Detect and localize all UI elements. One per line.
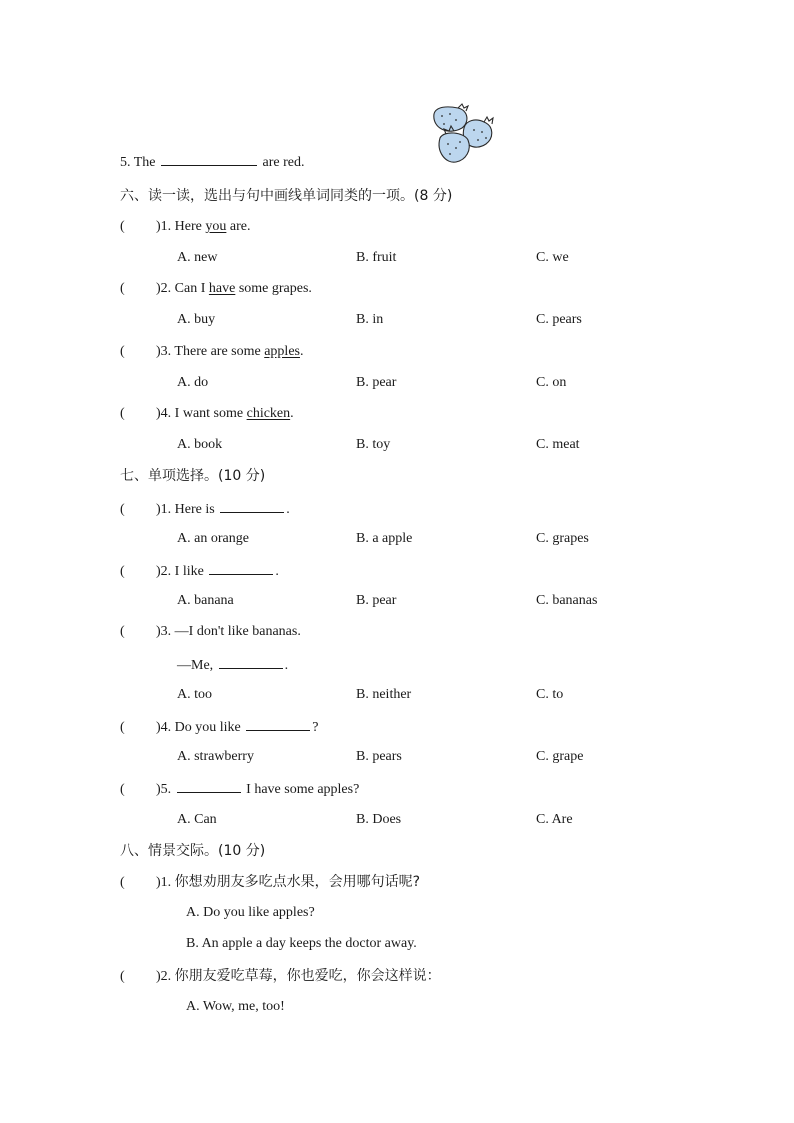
strawberry-illustration xyxy=(428,102,500,166)
s7-question-4 xyxy=(120,717,319,737)
answer-paren[interactable]: ( xyxy=(120,406,125,421)
answer-blank[interactable] xyxy=(161,152,257,166)
question-text: —I don't like bananas. xyxy=(174,624,301,639)
question-number: )1. xyxy=(156,502,172,517)
question-number: )3. xyxy=(156,344,172,359)
option-a[interactable]: A. book xyxy=(177,437,223,452)
underlined-word: apples xyxy=(264,344,300,359)
question-text: Can I xyxy=(174,281,206,296)
question-number: )2. xyxy=(156,281,172,296)
question-text: Do you like xyxy=(174,720,241,735)
section-7-title: 七、单项选择。(10 分) xyxy=(120,468,266,484)
question-text: are red. xyxy=(262,155,305,170)
question-text: . xyxy=(275,564,279,579)
option-b[interactable]: B. toy xyxy=(356,437,391,452)
option-a[interactable]: A. Can xyxy=(177,812,217,827)
question-text: —Me, xyxy=(177,658,214,673)
question-text: . xyxy=(299,344,304,359)
option-b[interactable]: B. Does xyxy=(356,812,402,827)
option-c[interactable]: C. on xyxy=(536,375,567,390)
question-text: 你朋友爱吃草莓，你也爱吃，你会这样说： xyxy=(174,968,441,984)
question-text: . xyxy=(290,406,294,421)
question-number: )1. xyxy=(156,219,172,234)
answer-paren[interactable]: ( xyxy=(120,344,125,359)
question-text: I have some apples? xyxy=(246,782,360,797)
s6-question-4 xyxy=(120,405,294,423)
question-text: ? xyxy=(312,720,319,735)
question-number: )2. xyxy=(156,969,172,984)
answer-paren[interactable]: ( xyxy=(120,502,125,517)
s8-question-1 xyxy=(120,873,420,892)
underlined-word: have xyxy=(208,281,236,296)
answer-paren[interactable]: ( xyxy=(120,969,125,984)
s6-question-3 xyxy=(120,343,303,361)
option-a[interactable]: A. do xyxy=(177,375,209,390)
section-8-title: 八、情景交际。(10 分) xyxy=(120,843,266,859)
option-b[interactable]: B. pear xyxy=(356,593,397,608)
option-b[interactable]: B. An apple a day keeps the doctor away. xyxy=(186,936,417,951)
s6-question-2 xyxy=(120,280,312,298)
option-b[interactable]: B. a apple xyxy=(356,531,413,546)
option-c[interactable]: C. pears xyxy=(536,312,582,327)
option-b[interactable]: B. neither xyxy=(356,687,412,702)
answer-paren[interactable]: ( xyxy=(120,720,125,735)
option-a[interactable]: A. strawberry xyxy=(177,749,254,764)
option-b[interactable]: B. pears xyxy=(356,749,402,764)
option-c[interactable]: C. to xyxy=(536,687,564,702)
answer-blank[interactable] xyxy=(219,655,283,669)
option-c[interactable]: C. we xyxy=(536,250,569,265)
strawberry-icon xyxy=(434,104,493,162)
answer-paren[interactable]: ( xyxy=(120,624,125,639)
option-c[interactable]: C. grapes xyxy=(536,531,589,546)
option-a[interactable]: A. banana xyxy=(177,593,234,608)
answer-paren[interactable]: ( xyxy=(120,564,125,579)
s7-question-3 xyxy=(120,623,301,641)
option-a[interactable]: A. new xyxy=(177,250,218,265)
question-text: Here is xyxy=(174,502,215,517)
question-text: some grapes. xyxy=(238,281,312,296)
underlined-word: you xyxy=(205,219,227,234)
question-text: Here xyxy=(174,219,202,234)
s7-question-2 xyxy=(120,561,279,581)
option-b[interactable]: B. in xyxy=(356,312,384,327)
answer-paren[interactable]: ( xyxy=(120,875,125,890)
question-number: )4. xyxy=(156,720,172,735)
fill-in-question-5 xyxy=(120,152,304,172)
answer-blank[interactable] xyxy=(177,779,241,793)
question-text: 5. The xyxy=(120,155,156,170)
question-number: )3. xyxy=(156,624,172,639)
question-text: There are some xyxy=(174,344,261,359)
option-b[interactable]: B. fruit xyxy=(356,250,397,265)
answer-paren[interactable]: ( xyxy=(120,219,125,234)
option-c[interactable]: C. Are xyxy=(536,812,573,827)
s7-question-3-line-2 xyxy=(177,655,288,675)
option-a[interactable]: A. Do you like apples? xyxy=(186,905,315,920)
answer-paren[interactable]: ( xyxy=(120,281,125,296)
question-text: 你想劝朋友多吃点水果，会用哪句话呢? xyxy=(174,874,421,890)
question-number: )1. xyxy=(156,875,172,890)
question-text: I want some xyxy=(174,406,244,421)
answer-blank[interactable] xyxy=(220,499,284,513)
answer-blank[interactable] xyxy=(209,561,273,575)
s8-question-2 xyxy=(120,967,441,986)
question-number: )5. xyxy=(156,782,172,797)
option-a[interactable]: A. too xyxy=(177,687,212,702)
option-a[interactable]: A. an orange xyxy=(177,531,249,546)
option-c[interactable]: C. grape xyxy=(536,749,584,764)
question-number: )4. xyxy=(156,406,172,421)
question-text: . xyxy=(284,658,289,673)
section-6-title: 六、读一读，选出与句中画线单词同类的一项。(8 分) xyxy=(120,188,453,204)
option-a[interactable]: A. Wow, me, too! xyxy=(186,999,285,1014)
answer-paren[interactable]: ( xyxy=(120,782,125,797)
option-c[interactable]: C. bananas xyxy=(536,593,598,608)
s7-question-1 xyxy=(120,499,290,519)
answer-blank[interactable] xyxy=(246,717,310,731)
option-c[interactable]: C. meat xyxy=(536,437,580,452)
question-text: are. xyxy=(229,219,251,234)
s7-question-5 xyxy=(120,779,359,799)
question-number: )2. xyxy=(156,564,172,579)
question-text: . xyxy=(286,502,290,517)
option-b[interactable]: B. pear xyxy=(356,375,397,390)
underlined-word: chicken xyxy=(246,406,291,421)
question-text: I like xyxy=(174,564,204,579)
s6-question-1 xyxy=(120,218,250,236)
option-a[interactable]: A. buy xyxy=(177,312,216,327)
